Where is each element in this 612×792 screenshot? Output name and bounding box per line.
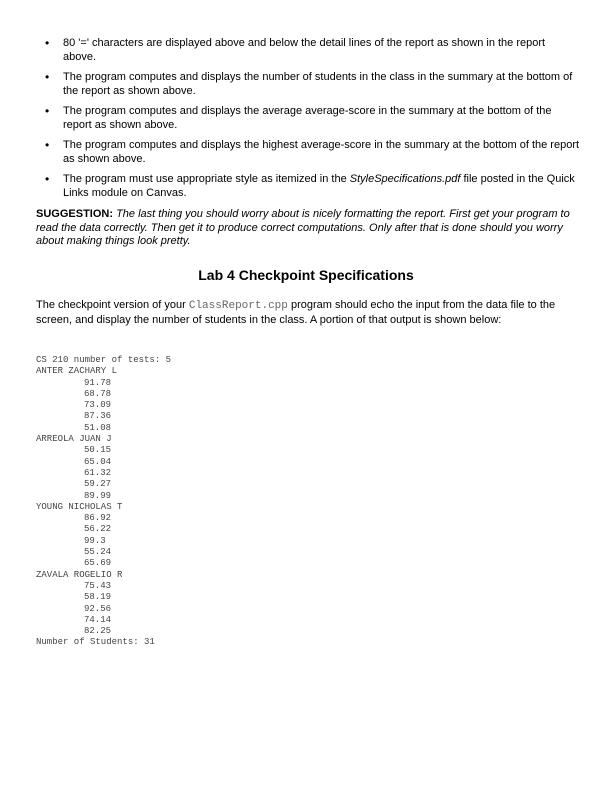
intro-paragraph: The checkpoint version of your ClassReport.cpp program should echo the input from the data file to the screen, and display the number of students in the class. A portion of that output is shown below: <box>36 299 556 326</box>
code-filename: ClassReport.cpp <box>188 300 288 312</box>
score-line: 58.19 <box>84 592 112 603</box>
list-item: • The program must use appropriate style as itemized in the StyleSpecifications.pdf file posted in the Quick Links module on Canvas. <box>45 172 575 199</box>
bullet-icon: • <box>45 104 50 118</box>
requirements-list <box>36 37 581 207</box>
score-line: 65.04 <box>84 456 112 467</box>
score-line: 74.14 <box>84 614 112 625</box>
score-line: 75.43 <box>84 580 112 591</box>
section-heading: Lab 4 Checkpoint Specifications <box>198 267 414 283</box>
student-name: ANTER ZACHARY L <box>36 366 118 377</box>
list-item: • 80 '=' characters are displayed above and below the detail lines of the report as shown in the report above. <box>45 36 546 63</box>
score-line: 50.15 <box>84 445 112 456</box>
style-spec-filename: StyleSpecifications.pdf <box>349 173 461 185</box>
list-item: • The program computes and displays the number of students in the class in the summary at the bottom of the report as shown above. <box>45 70 573 97</box>
output-header: CS 210 number of tests: 5 <box>36 355 172 365</box>
score-line: 87.36 <box>84 411 112 422</box>
score-line: 68.78 <box>84 388 112 399</box>
score-line: 59.27 <box>84 479 112 490</box>
score-line: 99.3 <box>84 535 106 546</box>
sample-output <box>36 355 171 649</box>
suggestion-text: The last thing you should worry about is nicely formatting the report. First get your program to read the data correctly. Then get it to produce correct computations. Only after that is done should you worry about making things look pretty. <box>36 208 570 248</box>
score-line: 86.92 <box>84 513 112 524</box>
suggestion-paragraph <box>36 208 576 249</box>
score-line: 73.09 <box>84 400 112 411</box>
bullet-icon: • <box>45 36 50 50</box>
output-footer: Number of Students: 31 <box>36 637 155 648</box>
bullet-icon: • <box>45 138 50 152</box>
score-line: 61.32 <box>84 467 112 478</box>
score-line: 91.78 <box>84 377 112 388</box>
score-line: 65.69 <box>84 558 112 569</box>
suggestion-label: SUGGESTION: <box>36 208 114 220</box>
score-line: 82.25 <box>84 626 112 637</box>
list-item: • The program computes and displays the highest average-score in the summary at the bottom of the report as shown above. <box>45 138 580 165</box>
student-name: YOUNG NICHOLAS T <box>36 501 123 512</box>
score-line: 92.56 <box>84 603 112 614</box>
score-line: 89.99 <box>84 490 112 501</box>
score-line: 51.08 <box>84 422 112 433</box>
bullet-icon: • <box>45 172 50 186</box>
score-line: 55.24 <box>84 547 112 558</box>
bullet-icon: • <box>45 70 50 84</box>
student-name: ARREOLA JUAN J <box>36 434 112 445</box>
score-line: 56.22 <box>84 524 112 535</box>
list-item: • The program computes and displays the average average-score in the summary at the bottom of the report as shown above. <box>45 104 552 131</box>
student-name: ZAVALA ROGELIO R <box>36 569 123 580</box>
